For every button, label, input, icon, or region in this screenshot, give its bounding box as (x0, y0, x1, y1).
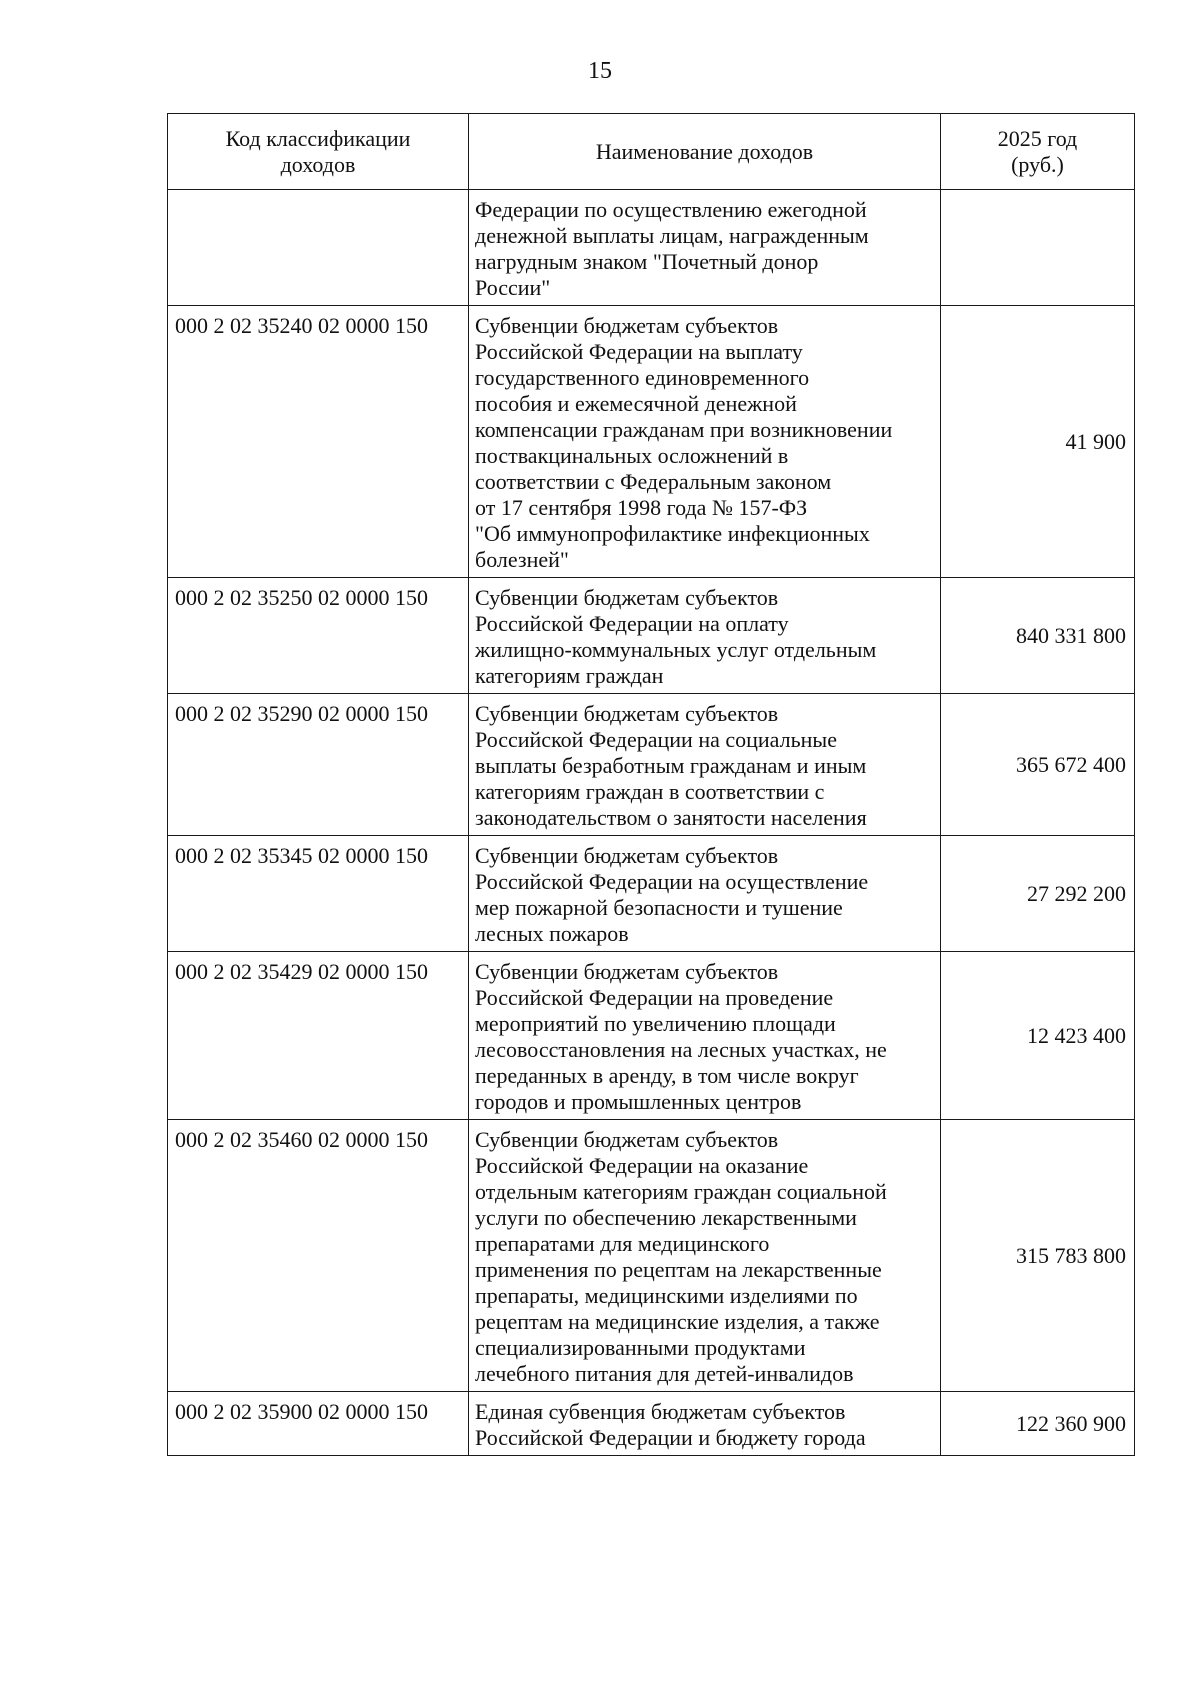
revenue-name-line: компенсации гражданам при возникновении (475, 417, 893, 442)
revenue-name-line: Российской Федерации и бюджету города (475, 1425, 866, 1450)
revenue-name-line: пособия и ежемесячной денежной (475, 391, 797, 416)
amount-2025: 840 331 800 (941, 578, 1135, 694)
revenue-name-line: Российской Федерации на проведение (475, 985, 834, 1010)
revenue-name-line: жилищно-коммунальных услуг отдельным (475, 637, 877, 662)
classification-code: 000 2 02 35460 02 0000 150 (168, 1120, 469, 1392)
header-code-line: доходов (280, 151, 356, 177)
table-row (168, 952, 1135, 1120)
revenue-name-line: мер пожарной безопасности и тушение (475, 895, 843, 920)
revenue-name-line: препаратами для медицинского (475, 1231, 770, 1256)
revenue-name-line: применения по рецептам на лекарственные (475, 1257, 882, 1282)
revenue-name-line: законодательством о занятости населения (475, 805, 867, 830)
classification-code: 000 2 02 35240 02 0000 150 (168, 306, 469, 578)
amount-2025: 41 900 (941, 306, 1135, 578)
classification-code: 000 2 02 35290 02 0000 150 (168, 694, 469, 836)
revenue-name-line: услуги по обеспечению лекарственными (475, 1205, 857, 1230)
revenue-name-line: Субвенции бюджетам субъектов (475, 701, 779, 726)
table-row (168, 836, 1135, 952)
revenue-table (167, 113, 1135, 1456)
revenue-name-line: Российской Федерации на оплату (475, 611, 789, 636)
revenue-name-line: переданных в аренду, в том числе вокруг (475, 1063, 859, 1088)
revenue-name (469, 1120, 941, 1392)
table-row (168, 578, 1135, 694)
amount-2025: 27 292 200 (941, 836, 1135, 952)
revenue-name-line: государственного единовременного (475, 365, 810, 390)
revenue-name-line: Субвенции бюджетам субъектов (475, 585, 779, 610)
header-code-line: Код классификации (225, 125, 411, 151)
revenue-name-line: соответствии с Федеральным законом (475, 469, 832, 494)
revenue-name-line: "Об иммунопрофилактике инфекционных (475, 521, 870, 546)
revenue-name-line: Субвенции бюджетам субъектов (475, 313, 779, 338)
revenue-name-line: Федерации по осуществлению ежегодной (475, 197, 867, 222)
revenue-name-line: мероприятий по увеличению площади (475, 1011, 836, 1036)
classification-code: 000 2 02 35429 02 0000 150 (168, 952, 469, 1120)
header-amount-line: (руб.) (1011, 151, 1064, 177)
table-row (168, 1120, 1135, 1392)
revenue-name (469, 190, 941, 306)
revenue-name-line: России" (475, 275, 551, 300)
revenue-name (469, 306, 941, 578)
revenue-name-line: Субвенции бюджетам субъектов (475, 959, 779, 984)
revenue-name-line: Российской Федерации на социальные (475, 727, 837, 752)
header-row (168, 114, 1135, 190)
revenue-name-line: денежной выплаты лицам, награжденным (475, 223, 869, 248)
revenue-name-line: Субвенции бюджетам субъектов (475, 1127, 779, 1152)
classification-code: 000 2 02 35900 02 0000 150 (168, 1392, 469, 1456)
revenue-name (469, 1392, 941, 1456)
table-row (168, 694, 1135, 836)
table-row (168, 190, 1135, 306)
amount-2025: 12 423 400 (941, 952, 1135, 1120)
revenue-name-line: выплаты безработным гражданам и иным (475, 753, 867, 778)
revenue-name-line: Российской Федерации на осуществление (475, 869, 869, 894)
header-name (469, 114, 941, 190)
amount-2025: 122 360 900 (941, 1392, 1135, 1456)
header-name-line: Наименование доходов (595, 138, 814, 164)
revenue-name-line: Российской Федерации на оказание (475, 1153, 809, 1178)
header-code (168, 114, 469, 190)
revenue-name-line: лесовосстановления на лесных участках, не (475, 1037, 887, 1062)
header-amount-line: 2025 год (997, 125, 1078, 151)
revenue-name-line: Субвенции бюджетам субъектов (475, 843, 779, 868)
revenue-name-line: Единая субвенция бюджетам субъектов (475, 1399, 846, 1424)
amount-2025 (941, 190, 1135, 306)
amount-2025: 365 672 400 (941, 694, 1135, 836)
table-body (168, 190, 1135, 1456)
revenue-name-line: категориям граждан в соответствии с (475, 779, 825, 804)
classification-code: 000 2 02 35250 02 0000 150 (168, 578, 469, 694)
revenue-name-line: болезней" (475, 547, 569, 572)
revenue-name-line: поствакцинальных осложнений в (475, 443, 789, 468)
revenue-name-line: от 17 сентября 1998 года № 157-ФЗ (475, 495, 808, 520)
classification-code: 000 2 02 35345 02 0000 150 (168, 836, 469, 952)
revenue-name (469, 694, 941, 836)
page-number: 15 (588, 58, 612, 84)
table-header (168, 114, 1135, 190)
revenue-name-line: лесных пожаров (475, 921, 629, 946)
revenue-name (469, 836, 941, 952)
header-amount (941, 114, 1135, 190)
revenue-name-line: рецептам на медицинские изделия, а также (475, 1309, 880, 1334)
amount-2025: 315 783 800 (941, 1120, 1135, 1392)
revenue-name (469, 952, 941, 1120)
table-row (168, 306, 1135, 578)
table-row (168, 1392, 1135, 1456)
revenue-name-line: препараты, медицинскими изделиями по (475, 1283, 858, 1308)
revenue-name (469, 578, 941, 694)
revenue-name-line: лечебного питания для детей-инвалидов (475, 1361, 854, 1386)
revenue-name-line: городов и промышленных центров (475, 1089, 802, 1114)
revenue-name-line: Российской Федерации на выплату (475, 339, 803, 364)
revenue-name-line: нагрудным знаком "Почетный донор (475, 249, 819, 274)
revenue-name-line: специализированными продуктами (475, 1335, 806, 1360)
classification-code (168, 190, 469, 306)
revenue-name-line: категориям граждан (475, 663, 664, 688)
revenue-name-line: отдельным категориям граждан социальной (475, 1179, 887, 1204)
